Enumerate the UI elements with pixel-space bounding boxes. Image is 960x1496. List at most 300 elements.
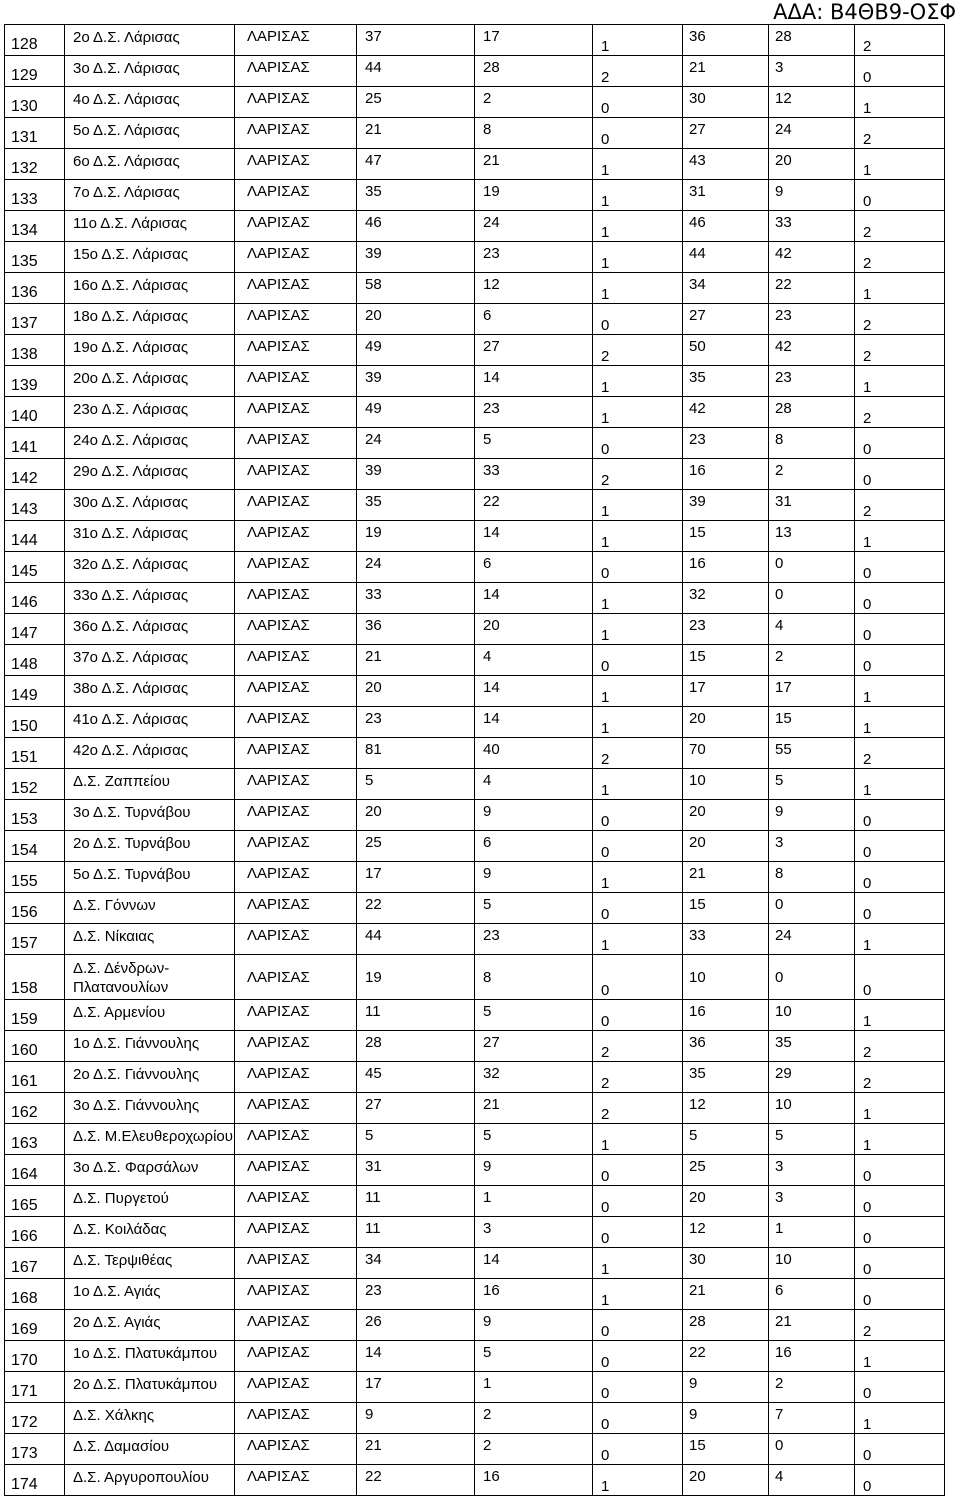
prefecture: ΛΑΡΙΣΑΣ [235,1310,357,1341]
value-4: 16 [683,1000,769,1031]
value-5: 2 [769,1372,855,1403]
prefecture: ΛΑΡΙΣΑΣ [235,1124,357,1155]
value-6: 2 [855,397,945,428]
value-2: 14 [475,583,593,614]
school-name: 19ο Δ.Σ. Λάρισας [65,335,235,366]
table-row [5,366,945,397]
value-4: 9 [683,1403,769,1434]
school-name: Δ.Σ. Ζαππείου [65,769,235,800]
prefecture: ΛΑΡΙΣΑΣ [235,862,357,893]
value-1: 39 [357,366,475,397]
value-2: 9 [475,1310,593,1341]
value-5: 6 [769,1279,855,1310]
value-3: 0 [593,1341,683,1372]
row-number: 131 [5,118,65,149]
value-6: 1 [855,273,945,304]
table-row [5,800,945,831]
value-2: 19 [475,180,593,211]
value-5: 3 [769,831,855,862]
row-number: 172 [5,1403,65,1434]
school-name: 3ο Δ.Σ. Τυρνάβου [65,800,235,831]
value-3: 0 [593,1186,683,1217]
row-number: 136 [5,273,65,304]
value-3: 1 [593,1124,683,1155]
table-row [5,242,945,273]
row-number: 173 [5,1434,65,1465]
value-6: 0 [855,800,945,831]
value-1: 45 [357,1062,475,1093]
value-6: 2 [855,25,945,56]
prefecture: ΛΑΡΙΣΑΣ [235,56,357,87]
prefecture: ΛΑΡΙΣΑΣ [235,149,357,180]
value-3: 0 [593,304,683,335]
value-2: 12 [475,273,593,304]
school-name: 16ο Δ.Σ. Λάρισας [65,273,235,304]
value-2: 24 [475,211,593,242]
value-5: 23 [769,366,855,397]
value-1: 44 [357,56,475,87]
value-2: 4 [475,645,593,676]
value-1: 21 [357,645,475,676]
value-1: 31 [357,1155,475,1186]
value-1: 24 [357,428,475,459]
value-6: 1 [855,1000,945,1031]
value-5: 3 [769,1186,855,1217]
value-2: 5 [475,893,593,924]
value-4: 35 [683,366,769,397]
value-1: 20 [357,304,475,335]
value-6: 0 [855,1155,945,1186]
value-1: 21 [357,118,475,149]
value-6: 2 [855,242,945,273]
prefecture: ΛΑΡΙΣΑΣ [235,490,357,521]
table-body [5,25,945,1496]
value-6: 2 [855,335,945,366]
value-4: 20 [683,831,769,862]
prefecture: ΛΑΡΙΣΑΣ [235,614,357,645]
school-name: Δ.Σ. Πυργετού [65,1186,235,1217]
value-5: 42 [769,242,855,273]
school-name: Δ.Σ. Δαμασίου [65,1434,235,1465]
row-number: 145 [5,552,65,583]
value-6: 0 [855,614,945,645]
value-3: 0 [593,1403,683,1434]
value-3: 0 [593,645,683,676]
value-6: 0 [855,428,945,459]
value-3: 1 [593,614,683,645]
value-2: 9 [475,1155,593,1186]
value-6: 0 [855,56,945,87]
table-row [5,893,945,924]
value-1: 9 [357,1403,475,1434]
row-number: 156 [5,893,65,924]
value-5: 7 [769,1403,855,1434]
value-4: 33 [683,924,769,955]
value-4: 15 [683,521,769,552]
value-3: 1 [593,180,683,211]
value-2: 5 [475,1124,593,1155]
value-5: 42 [769,335,855,366]
table-row [5,1062,945,1093]
row-number: 128 [5,25,65,56]
row-number: 154 [5,831,65,862]
table-row [5,56,945,87]
school-name: 1ο Δ.Σ. Γιάννουλης [65,1031,235,1062]
value-3: 2 [593,1062,683,1093]
row-number: 162 [5,1093,65,1124]
value-2: 5 [475,428,593,459]
table-row [5,304,945,335]
row-number: 161 [5,1062,65,1093]
table-row [5,211,945,242]
value-2: 22 [475,490,593,521]
prefecture: ΛΑΡΙΣΑΣ [235,335,357,366]
table-row [5,180,945,211]
school-name: 31ο Δ.Σ. Λάρισας [65,521,235,552]
value-3: 0 [593,1310,683,1341]
value-1: 22 [357,1465,475,1496]
value-6: 2 [855,1310,945,1341]
value-2: 14 [475,521,593,552]
value-6: 2 [855,118,945,149]
value-5: 12 [769,87,855,118]
value-1: 23 [357,707,475,738]
value-1: 5 [357,769,475,800]
table-row [5,552,945,583]
value-6: 1 [855,1341,945,1372]
prefecture: ΛΑΡΙΣΑΣ [235,1403,357,1434]
prefecture: ΛΑΡΙΣΑΣ [235,428,357,459]
value-4: 44 [683,242,769,273]
value-5: 16 [769,1341,855,1372]
value-1: 19 [357,955,475,1000]
table-row [5,1465,945,1496]
value-4: 34 [683,273,769,304]
school-name: Δ.Σ. Χάλκης [65,1403,235,1434]
value-1: 81 [357,738,475,769]
value-6: 0 [855,1434,945,1465]
value-5: 28 [769,397,855,428]
value-5: 4 [769,614,855,645]
school-name: Δ.Σ. Νίκαιας [65,924,235,955]
table-row [5,583,945,614]
value-5: 10 [769,1093,855,1124]
value-3: 1 [593,490,683,521]
prefecture: ΛΑΡΙΣΑΣ [235,1217,357,1248]
value-4: 35 [683,1062,769,1093]
school-name: 2ο Δ.Σ. Αγιάς [65,1310,235,1341]
value-4: 9 [683,1372,769,1403]
row-number: 160 [5,1031,65,1062]
row-number: 168 [5,1279,65,1310]
value-1: 17 [357,862,475,893]
row-number: 165 [5,1186,65,1217]
value-5: 4 [769,1465,855,1496]
value-3: 0 [593,428,683,459]
prefecture: ΛΑΡΙΣΑΣ [235,676,357,707]
school-name: 2ο Δ.Σ. Πλατυκάμπου [65,1372,235,1403]
row-number: 142 [5,459,65,490]
school-name: 23ο Δ.Σ. Λάρισας [65,397,235,428]
prefecture: ΛΑΡΙΣΑΣ [235,242,357,273]
ada-code: ΑΔΑ: Β4ΘΒ9-ΟΣΦ [773,0,956,24]
value-1: 58 [357,273,475,304]
value-1: 39 [357,459,475,490]
prefecture: ΛΑΡΙΣΑΣ [235,707,357,738]
row-number: 166 [5,1217,65,1248]
value-5: 13 [769,521,855,552]
table-row [5,1186,945,1217]
value-2: 32 [475,1062,593,1093]
value-2: 33 [475,459,593,490]
row-number: 144 [5,521,65,552]
value-3: 2 [593,459,683,490]
value-6: 0 [855,1248,945,1279]
value-4: 28 [683,1310,769,1341]
prefecture: ΛΑΡΙΣΑΣ [235,1434,357,1465]
school-name: 3ο Δ.Σ. Φαρσάλων [65,1155,235,1186]
value-4: 39 [683,490,769,521]
prefecture: ΛΑΡΙΣΑΣ [235,1372,357,1403]
value-4: 21 [683,1279,769,1310]
table-row [5,769,945,800]
value-2: 14 [475,707,593,738]
prefecture: ΛΑΡΙΣΑΣ [235,893,357,924]
table-row [5,1093,945,1124]
value-1: 20 [357,676,475,707]
value-1: 17 [357,1372,475,1403]
value-3: 1 [593,707,683,738]
value-1: 19 [357,521,475,552]
school-name: 1ο Δ.Σ. Πλατυκάμπου [65,1341,235,1372]
school-name: Δ.Σ. Γόννων [65,893,235,924]
value-5: 0 [769,1434,855,1465]
prefecture: ΛΑΡΙΣΑΣ [235,552,357,583]
value-1: 49 [357,397,475,428]
value-6: 0 [855,1217,945,1248]
value-2: 9 [475,800,593,831]
value-2: 8 [475,955,593,1000]
value-5: 3 [769,56,855,87]
value-5: 28 [769,25,855,56]
value-2: 6 [475,304,593,335]
value-1: 26 [357,1310,475,1341]
value-3: 1 [593,1279,683,1310]
value-4: 12 [683,1093,769,1124]
row-number: 163 [5,1124,65,1155]
prefecture: ΛΑΡΙΣΑΣ [235,459,357,490]
value-1: 34 [357,1248,475,1279]
row-number: 137 [5,304,65,335]
value-6: 0 [855,1186,945,1217]
value-3: 1 [593,242,683,273]
school-name: Δ.Σ. Δένδρων-Πλατανουλίων [65,955,235,1000]
value-1: 33 [357,583,475,614]
table-row [5,335,945,366]
prefecture: ΛΑΡΙΣΑΣ [235,1031,357,1062]
value-4: 16 [683,552,769,583]
value-2: 2 [475,1403,593,1434]
school-name: 29ο Δ.Σ. Λάρισας [65,459,235,490]
value-3: 0 [593,1372,683,1403]
value-6: 0 [855,1279,945,1310]
value-3: 1 [593,366,683,397]
value-2: 14 [475,676,593,707]
value-6: 0 [855,180,945,211]
value-3: 0 [593,955,683,1000]
value-5: 1 [769,1217,855,1248]
value-6: 1 [855,87,945,118]
value-5: 2 [769,459,855,490]
row-number: 157 [5,924,65,955]
value-3: 0 [593,552,683,583]
value-5: 21 [769,1310,855,1341]
school-name: 33ο Δ.Σ. Λάρισας [65,583,235,614]
value-4: 23 [683,428,769,459]
prefecture: ΛΑΡΙΣΑΣ [235,1062,357,1093]
value-4: 27 [683,118,769,149]
value-3: 2 [593,56,683,87]
school-name: Δ.Σ. Αρμενίου [65,1000,235,1031]
row-number: 129 [5,56,65,87]
value-3: 1 [593,1248,683,1279]
row-number: 130 [5,87,65,118]
school-name: 37ο Δ.Σ. Λάρισας [65,645,235,676]
table-row [5,521,945,552]
row-number: 141 [5,428,65,459]
value-4: 15 [683,1434,769,1465]
school-name: Δ.Σ. Κοιλάδας [65,1217,235,1248]
table-row [5,490,945,521]
school-name: 7ο Δ.Σ. Λάρισας [65,180,235,211]
value-2: 27 [475,1031,593,1062]
table-row [5,1155,945,1186]
table-row [5,1372,945,1403]
value-4: 20 [683,1186,769,1217]
value-3: 1 [593,25,683,56]
school-name: 5ο Δ.Σ. Τυρνάβου [65,862,235,893]
value-6: 1 [855,149,945,180]
value-2: 23 [475,924,593,955]
value-6: 2 [855,738,945,769]
value-1: 14 [357,1341,475,1372]
value-5: 24 [769,118,855,149]
table-row [5,862,945,893]
value-1: 39 [357,242,475,273]
table-row [5,149,945,180]
value-5: 9 [769,800,855,831]
row-number: 167 [5,1248,65,1279]
value-2: 17 [475,25,593,56]
value-5: 0 [769,583,855,614]
value-6: 0 [855,831,945,862]
value-3: 1 [593,149,683,180]
school-name: Δ.Σ. Τερψιθέας [65,1248,235,1279]
row-number: 170 [5,1341,65,1372]
value-2: 20 [475,614,593,645]
value-4: 21 [683,56,769,87]
school-name: 5ο Δ.Σ. Λάρισας [65,118,235,149]
value-5: 33 [769,211,855,242]
row-number: 149 [5,676,65,707]
value-1: 47 [357,149,475,180]
value-1: 5 [357,1124,475,1155]
value-2: 9 [475,862,593,893]
table-row [5,831,945,862]
row-number: 169 [5,1310,65,1341]
value-2: 40 [475,738,593,769]
value-5: 55 [769,738,855,769]
row-number: 133 [5,180,65,211]
value-4: 20 [683,800,769,831]
value-4: 32 [683,583,769,614]
table-row [5,676,945,707]
school-name: Δ.Σ. Μ.Ελευθεροχωρίου [65,1124,235,1155]
school-name: 36ο Δ.Σ. Λάρισας [65,614,235,645]
value-3: 1 [593,273,683,304]
value-5: 15 [769,707,855,738]
row-number: 153 [5,800,65,831]
value-1: 21 [357,1434,475,1465]
value-2: 1 [475,1372,593,1403]
row-number: 139 [5,366,65,397]
prefecture: ΛΑΡΙΣΑΣ [235,1279,357,1310]
prefecture: ΛΑΡΙΣΑΣ [235,366,357,397]
value-6: 1 [855,769,945,800]
value-6: 1 [855,1093,945,1124]
value-3: 1 [593,924,683,955]
row-number: 151 [5,738,65,769]
value-3: 0 [593,87,683,118]
value-6: 0 [855,893,945,924]
prefecture: ΛΑΡΙΣΑΣ [235,955,357,1000]
school-name: 15ο Δ.Σ. Λάρισας [65,242,235,273]
value-1: 24 [357,552,475,583]
prefecture: ΛΑΡΙΣΑΣ [235,87,357,118]
row-number: 135 [5,242,65,273]
prefecture: ΛΑΡΙΣΑΣ [235,800,357,831]
value-4: 27 [683,304,769,335]
value-6: 0 [855,862,945,893]
value-5: 17 [769,676,855,707]
prefecture: ΛΑΡΙΣΑΣ [235,118,357,149]
value-5: 5 [769,769,855,800]
row-number: 140 [5,397,65,428]
school-name: 2ο Δ.Σ. Λάρισας [65,25,235,56]
value-4: 30 [683,87,769,118]
value-6: 0 [855,552,945,583]
value-3: 1 [593,769,683,800]
value-3: 2 [593,1031,683,1062]
school-name: 42ο Δ.Σ. Λάρισας [65,738,235,769]
table-row [5,87,945,118]
value-2: 6 [475,552,593,583]
value-2: 4 [475,769,593,800]
prefecture: ΛΑΡΙΣΑΣ [235,521,357,552]
prefecture: ΛΑΡΙΣΑΣ [235,645,357,676]
table-row [5,118,945,149]
value-6: 0 [855,645,945,676]
value-4: 10 [683,769,769,800]
value-4: 36 [683,25,769,56]
value-6: 2 [855,1062,945,1093]
row-number: 164 [5,1155,65,1186]
row-number: 146 [5,583,65,614]
value-4: 5 [683,1124,769,1155]
value-5: 8 [769,862,855,893]
value-6: 1 [855,521,945,552]
value-6: 1 [855,366,945,397]
